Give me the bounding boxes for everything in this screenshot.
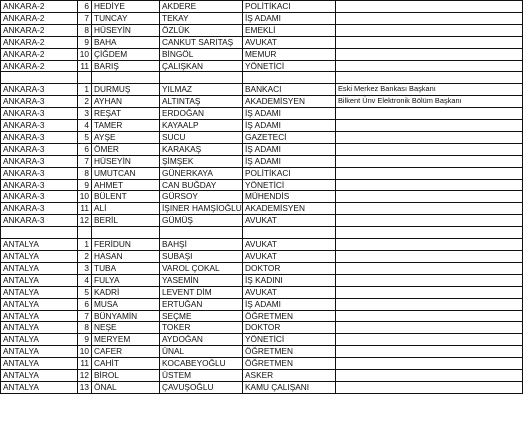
province-cell: ANTALYA: [1, 286, 78, 298]
rank-cell: 5: [78, 131, 92, 143]
first-name-cell: NEŞE: [92, 322, 160, 334]
first-name-cell: HASAN: [92, 251, 160, 263]
province-cell: ANTALYA: [1, 239, 78, 251]
province-cell: [1, 72, 78, 84]
note-cell: [336, 72, 523, 84]
last-name-cell: CANKUT SARITAŞ: [160, 36, 243, 48]
note-cell: [336, 334, 523, 346]
table-row: [1, 12, 523, 24]
table-row: [1, 191, 523, 203]
last-name-cell: ERTUĞAN: [160, 298, 243, 310]
profession-cell: İŞ ADAMI: [243, 298, 336, 310]
note-cell: Eski Merkez Bankası Başkanı: [336, 84, 523, 96]
rank-cell: 6: [78, 298, 92, 310]
last-name-cell: AKDERE: [160, 1, 243, 13]
profession-cell: İŞ ADAMI: [243, 120, 336, 132]
province-cell: ANKARA-3: [1, 167, 78, 179]
rank-cell: 3: [78, 262, 92, 274]
first-name-cell: [92, 72, 160, 84]
table-row: [1, 346, 523, 358]
province-cell: ANKARA-3: [1, 215, 78, 227]
province-cell: ANKARA-2: [1, 12, 78, 24]
last-name-cell: GÜMÜŞ: [160, 215, 243, 227]
last-name-cell: YASEMİN: [160, 274, 243, 286]
table-row: [1, 370, 523, 382]
note-cell: [336, 370, 523, 382]
province-cell: ANTALYA: [1, 251, 78, 263]
province-cell: ANTALYA: [1, 358, 78, 370]
table-row: [1, 286, 523, 298]
last-name-cell: SUCU: [160, 131, 243, 143]
table-row: [1, 334, 523, 346]
profession-cell: GAZETECİ: [243, 131, 336, 143]
note-cell: [336, 322, 523, 334]
table-row: [1, 1, 523, 13]
province-cell: ANKARA-3: [1, 131, 78, 143]
province-cell: ANKARA-3: [1, 155, 78, 167]
profession-cell: AVUKAT: [243, 215, 336, 227]
note-cell: [336, 108, 523, 120]
table-row: [1, 108, 523, 120]
profession-cell: YÖNETİCİ: [243, 179, 336, 191]
rank-cell: 10: [78, 346, 92, 358]
profession-cell: POLİTİKACI: [243, 167, 336, 179]
rank-cell: 7: [78, 12, 92, 24]
first-name-cell: HEDİYE: [92, 1, 160, 13]
first-name-cell: HÜSEYİN: [92, 155, 160, 167]
table-row: [1, 96, 523, 108]
rank-cell: 10: [78, 48, 92, 60]
first-name-cell: CAFER: [92, 346, 160, 358]
profession-cell: YÖNETİCİ: [243, 334, 336, 346]
first-name-cell: AYHAN: [92, 96, 160, 108]
first-name-cell: HÜSEYİN: [92, 24, 160, 36]
profession-cell: AVUKAT: [243, 36, 336, 48]
table-row: [1, 227, 523, 239]
last-name-cell: TEKAY: [160, 12, 243, 24]
province-cell: ANKARA-3: [1, 120, 78, 132]
rank-cell: 1: [78, 84, 92, 96]
note-cell: [336, 262, 523, 274]
rank-cell: 10: [78, 191, 92, 203]
table-row: [1, 322, 523, 334]
first-name-cell: KADRİ: [92, 286, 160, 298]
note-cell: [336, 358, 523, 370]
rank-cell: 5: [78, 286, 92, 298]
table-row: [1, 167, 523, 179]
profession-cell: İŞ KADINI: [243, 274, 336, 286]
note-cell: [336, 120, 523, 132]
table-row: [1, 274, 523, 286]
table-row: [1, 120, 523, 132]
last-name-cell: ALTINTAŞ: [160, 96, 243, 108]
profession-cell: DOKTOR: [243, 322, 336, 334]
rank-cell: 7: [78, 310, 92, 322]
province-cell: ANKARA-3: [1, 143, 78, 155]
rank-cell: 12: [78, 215, 92, 227]
note-cell: [336, 286, 523, 298]
rank-cell: 11: [78, 60, 92, 72]
rank-cell: 11: [78, 203, 92, 215]
rank-cell: 8: [78, 24, 92, 36]
last-name-cell: ÇAVUŞOĞLU: [160, 381, 243, 393]
rank-cell: 1: [78, 239, 92, 251]
rank-cell: 4: [78, 120, 92, 132]
rank-cell: 4: [78, 274, 92, 286]
rank-cell: 2: [78, 251, 92, 263]
note-cell: [336, 346, 523, 358]
note-cell: [336, 381, 523, 393]
profession-cell: EMEKLİ: [243, 24, 336, 36]
profession-cell: [243, 227, 336, 239]
province-cell: [1, 227, 78, 239]
province-cell: ANKARA-2: [1, 36, 78, 48]
last-name-cell: BİNGÖL: [160, 48, 243, 60]
province-cell: ANTALYA: [1, 346, 78, 358]
last-name-cell: ŞİMŞEK: [160, 155, 243, 167]
note-cell: [336, 1, 523, 13]
first-name-cell: [92, 227, 160, 239]
note-cell: [336, 48, 523, 60]
note-cell: [336, 215, 523, 227]
province-cell: ANKARA-3: [1, 191, 78, 203]
table-row: [1, 155, 523, 167]
rank-cell: 3: [78, 108, 92, 120]
table-row: [1, 262, 523, 274]
table-row: [1, 60, 523, 72]
note-cell: [336, 60, 523, 72]
note-cell: [336, 167, 523, 179]
last-name-cell: LEVENT DİM: [160, 286, 243, 298]
profession-cell: AVUKAT: [243, 286, 336, 298]
rank-cell: 9: [78, 36, 92, 48]
table-row: [1, 143, 523, 155]
last-name-cell: KOCABEYOĞLU: [160, 358, 243, 370]
note-cell: [336, 251, 523, 263]
table-row: [1, 215, 523, 227]
first-name-cell: FERİDUN: [92, 239, 160, 251]
first-name-cell: FULYA: [92, 274, 160, 286]
note-cell: [336, 179, 523, 191]
note-cell: [336, 24, 523, 36]
first-name-cell: UMUTCAN: [92, 167, 160, 179]
table-row: [1, 84, 523, 96]
province-cell: ANTALYA: [1, 274, 78, 286]
last-name-cell: BAHŞİ: [160, 239, 243, 251]
table-row: [1, 298, 523, 310]
first-name-cell: BAHA: [92, 36, 160, 48]
profession-cell: ÖĞRETMEN: [243, 358, 336, 370]
first-name-cell: MUSA: [92, 298, 160, 310]
last-name-cell: ÖZLÜK: [160, 24, 243, 36]
table-row: [1, 24, 523, 36]
last-name-cell: AYDOĞAN: [160, 334, 243, 346]
rank-cell: 12: [78, 370, 92, 382]
profession-cell: ÖĞRETMEN: [243, 346, 336, 358]
first-name-cell: TAMER: [92, 120, 160, 132]
province-cell: ANKARA-2: [1, 24, 78, 36]
table-row: [1, 203, 523, 215]
first-name-cell: BERİL: [92, 215, 160, 227]
province-cell: ANTALYA: [1, 262, 78, 274]
last-name-cell: KAYAALP: [160, 120, 243, 132]
first-name-cell: ÇİĞDEM: [92, 48, 160, 60]
table-row: [1, 381, 523, 393]
last-name-cell: İŞINER HAMŞİOĞLU: [160, 203, 243, 215]
rank-cell: 9: [78, 179, 92, 191]
profession-cell: DOKTOR: [243, 262, 336, 274]
rank-cell: 13: [78, 381, 92, 393]
profession-cell: BANKACI: [243, 84, 336, 96]
province-cell: ANKARA-3: [1, 179, 78, 191]
note-cell: [336, 227, 523, 239]
note-cell: [336, 191, 523, 203]
last-name-cell: CAN BUĞDAY: [160, 179, 243, 191]
note-cell: [336, 12, 523, 24]
last-name-cell: SEÇME: [160, 310, 243, 322]
note-cell: [336, 274, 523, 286]
province-cell: ANKARA-2: [1, 60, 78, 72]
rank-cell: 8: [78, 322, 92, 334]
first-name-cell: ALİ: [92, 203, 160, 215]
table-row: [1, 239, 523, 251]
rank-cell: [78, 227, 92, 239]
rank-cell: 6: [78, 1, 92, 13]
profession-cell: YÖNETİCİ: [243, 60, 336, 72]
table-row: [1, 131, 523, 143]
rank-cell: 8: [78, 167, 92, 179]
profession-cell: İŞ ADAMI: [243, 143, 336, 155]
profession-cell: [243, 72, 336, 84]
first-name-cell: TUNCAY: [92, 12, 160, 24]
rank-cell: 2: [78, 96, 92, 108]
note-cell: [336, 143, 523, 155]
first-name-cell: TUBA: [92, 262, 160, 274]
table-row: [1, 36, 523, 48]
profession-cell: AKADEMİSYEN: [243, 203, 336, 215]
note-cell: [336, 298, 523, 310]
profession-cell: AVUKAT: [243, 251, 336, 263]
first-name-cell: BÜNYAMİN: [92, 310, 160, 322]
last-name-cell: ERDOĞAN: [160, 108, 243, 120]
profession-cell: AKADEMİSYEN: [243, 96, 336, 108]
last-name-cell: GÜNERKAYA: [160, 167, 243, 179]
note-cell: Bilkent Ünv Elektronik Bölüm Başkanı: [336, 96, 523, 108]
profession-cell: KAMU ÇALIŞANI: [243, 381, 336, 393]
province-cell: ANTALYA: [1, 334, 78, 346]
profession-cell: İŞ ADAMI: [243, 155, 336, 167]
profession-cell: AVUKAT: [243, 239, 336, 251]
note-cell: [336, 239, 523, 251]
last-name-cell: ÇALIŞKAN: [160, 60, 243, 72]
first-name-cell: ÖNAL: [92, 381, 160, 393]
rank-cell: 11: [78, 358, 92, 370]
note-cell: [336, 203, 523, 215]
rank-cell: 9: [78, 334, 92, 346]
first-name-cell: BÜLENT: [92, 191, 160, 203]
last-name-cell: [160, 227, 243, 239]
first-name-cell: DURMUŞ: [92, 84, 160, 96]
last-name-cell: YILMAZ: [160, 84, 243, 96]
last-name-cell: ÜNAL: [160, 346, 243, 358]
profession-cell: İŞ ADAMI: [243, 108, 336, 120]
last-name-cell: ÜSTEM: [160, 370, 243, 382]
province-cell: ANTALYA: [1, 381, 78, 393]
note-cell: [336, 131, 523, 143]
first-name-cell: ÖMER: [92, 143, 160, 155]
province-cell: ANKARA-3: [1, 96, 78, 108]
profession-cell: MÜHENDİS: [243, 191, 336, 203]
table-row: [1, 72, 523, 84]
first-name-cell: BARIŞ: [92, 60, 160, 72]
note-cell: [336, 310, 523, 322]
rank-cell: [78, 72, 92, 84]
table-row: [1, 310, 523, 322]
last-name-cell: KARAKAŞ: [160, 143, 243, 155]
table-row: [1, 179, 523, 191]
last-name-cell: GÜRSOY: [160, 191, 243, 203]
table-body: [1, 1, 523, 394]
table-row: [1, 48, 523, 60]
first-name-cell: MERYEM: [92, 334, 160, 346]
first-name-cell: REŞAT: [92, 108, 160, 120]
first-name-cell: AYŞE: [92, 131, 160, 143]
province-cell: ANTALYA: [1, 322, 78, 334]
profession-cell: İŞ ADAMI: [243, 12, 336, 24]
profession-cell: POLİTİKACI: [243, 1, 336, 13]
first-name-cell: AHMET: [92, 179, 160, 191]
province-cell: ANTALYA: [1, 298, 78, 310]
last-name-cell: [160, 72, 243, 84]
first-name-cell: BİROL: [92, 370, 160, 382]
last-name-cell: SUBAŞI: [160, 251, 243, 263]
province-cell: ANKARA-2: [1, 1, 78, 13]
rank-cell: 6: [78, 143, 92, 155]
note-cell: [336, 155, 523, 167]
province-cell: ANKARA-3: [1, 84, 78, 96]
profession-cell: ASKER: [243, 370, 336, 382]
note-cell: [336, 36, 523, 48]
province-cell: ANKARA-3: [1, 108, 78, 120]
profession-cell: MEMUR: [243, 48, 336, 60]
last-name-cell: VAROL ÇOKAL: [160, 262, 243, 274]
province-cell: ANTALYA: [1, 310, 78, 322]
province-cell: ANTALYA: [1, 370, 78, 382]
first-name-cell: CAHİT: [92, 358, 160, 370]
province-cell: ANKARA-3: [1, 203, 78, 215]
profession-cell: ÖĞRETMEN: [243, 310, 336, 322]
table-row: [1, 358, 523, 370]
rank-cell: 7: [78, 155, 92, 167]
province-cell: ANKARA-2: [1, 48, 78, 60]
last-name-cell: TOKER: [160, 322, 243, 334]
table-row: [1, 251, 523, 263]
